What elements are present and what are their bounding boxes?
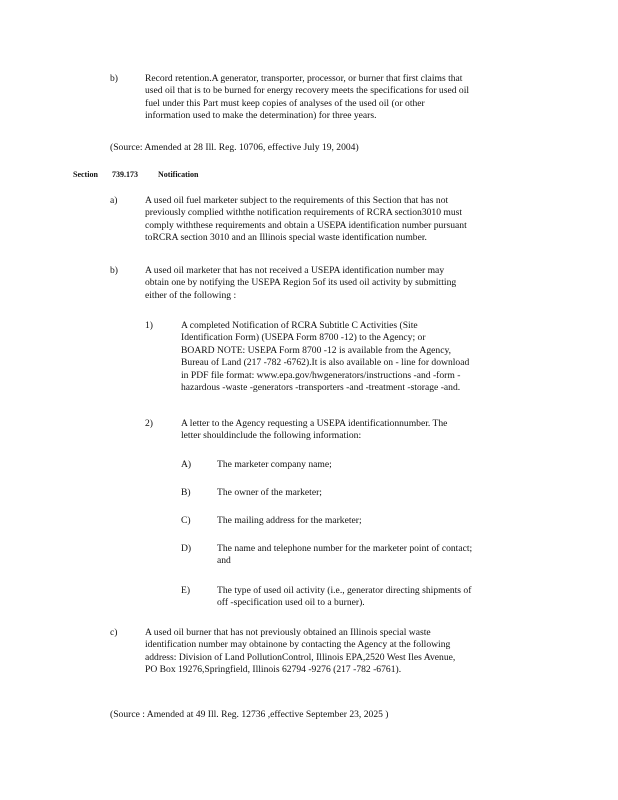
subsection-text — [145, 627, 535, 677]
subsection-label: b) — [110, 73, 118, 84]
subparagraph-text — [217, 487, 535, 499]
text-line: off -specification used oil to a burner). — [217, 597, 365, 609]
text-line: A used oil fuel marketer subject to the requirements of this Section that has not — [145, 195, 449, 206]
text-line: and — [217, 555, 231, 567]
subparagraph-label: A) — [181, 459, 192, 470]
text-line: A completed Notification of RCRA Subtitle C Activities (Site — [181, 320, 418, 331]
text-line: Bureau of Land (217 -782 -6762).It is also available on - line for download — [181, 357, 470, 369]
subparagraph-label: D) — [181, 543, 192, 554]
subparagraph-label: B) — [181, 487, 191, 498]
section-number: 739.173 — [112, 170, 138, 179]
text-line: used oil that is to be burned for energy recovery meets the specifications for used oil — [145, 85, 470, 97]
subsection-text — [145, 73, 550, 123]
text-line: letter shouldinclude the following information: — [181, 430, 362, 442]
subsection-label: a) — [110, 195, 118, 206]
paragraph-text — [181, 320, 531, 394]
text-line: previously complied withthe notification requirements of RCRA section3010 must — [145, 207, 463, 219]
subparagraph-label: C) — [181, 515, 191, 526]
text-line: Identification Form) (USEPA Form 8700 -12) to the Agency; or — [181, 332, 426, 344]
subsection-text — [145, 195, 535, 245]
text-line: The marketer company name; — [217, 459, 332, 470]
subsection-label: c) — [110, 627, 118, 638]
section-word: Section — [73, 170, 98, 179]
text-line: hazardous -waste -generators -transporters -and -treatment -storage -and. — [181, 382, 461, 394]
paragraph-label: 2) — [145, 418, 153, 429]
text-line: A letter to the Agency requesting a USEPA identificationnumber. The — [181, 418, 448, 429]
source-note: (Source: Amended at 28 Ill. Reg. 10706, effective July 19, 2004) — [110, 142, 359, 153]
subsection-text — [145, 265, 535, 302]
subparagraph-label: E) — [181, 585, 191, 596]
text-line: obtain one by notifying the USEPA Region 5of its used oil activity by submitting — [145, 277, 457, 289]
paragraph-text — [181, 418, 516, 443]
text-line: information used to make the determination) for three years. — [145, 110, 377, 122]
text-line: in PDF file format: www.epa.gov/hwgenerators/instructions -and -form - — [181, 369, 461, 381]
text-line: either of the following : — [145, 289, 237, 301]
subparagraph-text — [217, 459, 535, 471]
text-line: A used oil marketer that has not received a USEPA identification number may — [145, 265, 445, 276]
subparagraph-text — [217, 585, 535, 610]
text-line: BOARD NOTE: USEPA Form 8700 -12 is available from the Agency, — [181, 344, 452, 356]
text-line: Record retention.A generator, transporter, processor, or burner that first claims that — [145, 73, 463, 84]
text-line: The name and telephone number for the marketer point of contact; — [217, 543, 473, 554]
subparagraph-text — [217, 543, 535, 568]
text-line: identification number may obtainone by contacting the Agency at the following — [145, 639, 451, 651]
text-line: comply withthese requirements and obtain a USEPA identification number pursuant — [145, 219, 467, 231]
subsection-label: b) — [110, 265, 118, 276]
text-line: PO Box 19276,Springfield, Illinois 62794 -9276 (217 -782 -6761). — [145, 664, 402, 676]
text-line: A used oil burner that has not previously obtained an Illinois special waste — [145, 627, 431, 638]
section-title: Notification — [158, 170, 199, 179]
text-line: fuel under this Part must keep copies of analyses of the used oil (or other — [145, 97, 425, 109]
paragraph-label: 1) — [145, 320, 153, 331]
text-line: The mailing address for the marketer; — [217, 515, 362, 526]
source-note: (Source : Amended at 49 Ill. Reg. 12736 ,effective September 23, 2025 ) — [110, 709, 389, 720]
text-line: The owner of the marketer; — [217, 487, 322, 498]
subparagraph-text — [217, 515, 535, 527]
text-line: address: Division of Land PollutionControl, Illinois EPA,2520 West Iles Avenue, — [145, 651, 456, 663]
text-line: toRCRA section 3010 and an Illinois special waste identification number. — [145, 232, 427, 244]
text-line: The type of used oil activity (i.e., generator directing shipments of — [217, 585, 472, 596]
